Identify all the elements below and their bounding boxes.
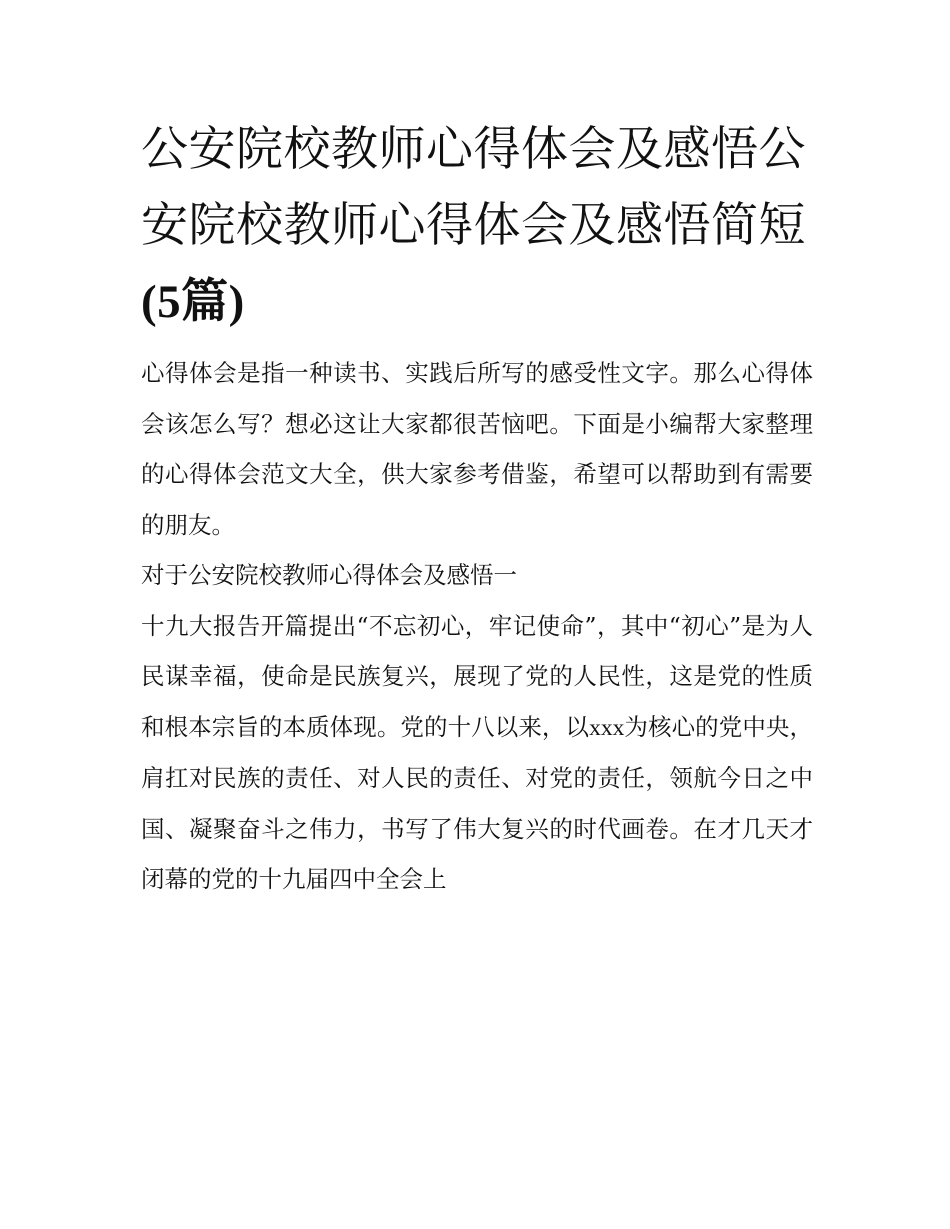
document-content (141, 112, 813, 905)
section-heading: 对于公安院校教师心得体会及感悟一 (141, 561, 517, 589)
body-text-part1: 十九大报告开篇提出“不忘初心，牢记使命”，其中“初心”是为人民谋幸福，使命是民族复兴，展现了党的人民性，这是党的性质和根本宗旨的本质体现。党的十八以来，以 (141, 611, 813, 741)
body-text-part2: 为核心的党中央，肩扛对民族的责任、对人民的责任、对党的责任，领航今日之中国、凝聚奋斗之伟力，书写了伟大复兴的时代画卷。在才几天才闭幕的党的十九届四中全会上 (141, 712, 814, 893)
title-suffix: (5篇) (141, 276, 245, 328)
title-main: 公安院校教师心得体会及感悟公安院校教师心得体会及感悟简短 (141, 122, 806, 253)
document-title (141, 112, 813, 340)
body-paragraph (141, 601, 813, 905)
intro-paragraph: 心得体会是指一种读书、实践后所写的感受性文字。那么心得体会该怎么写？想必这让大家都很苦恼吧。下面是小编帮大家整理的心得体会范文大全，供大家参考借鉴，希望可以帮助到有需要的朋友。 (141, 359, 813, 539)
body-placeholder: xxx (589, 714, 625, 741)
